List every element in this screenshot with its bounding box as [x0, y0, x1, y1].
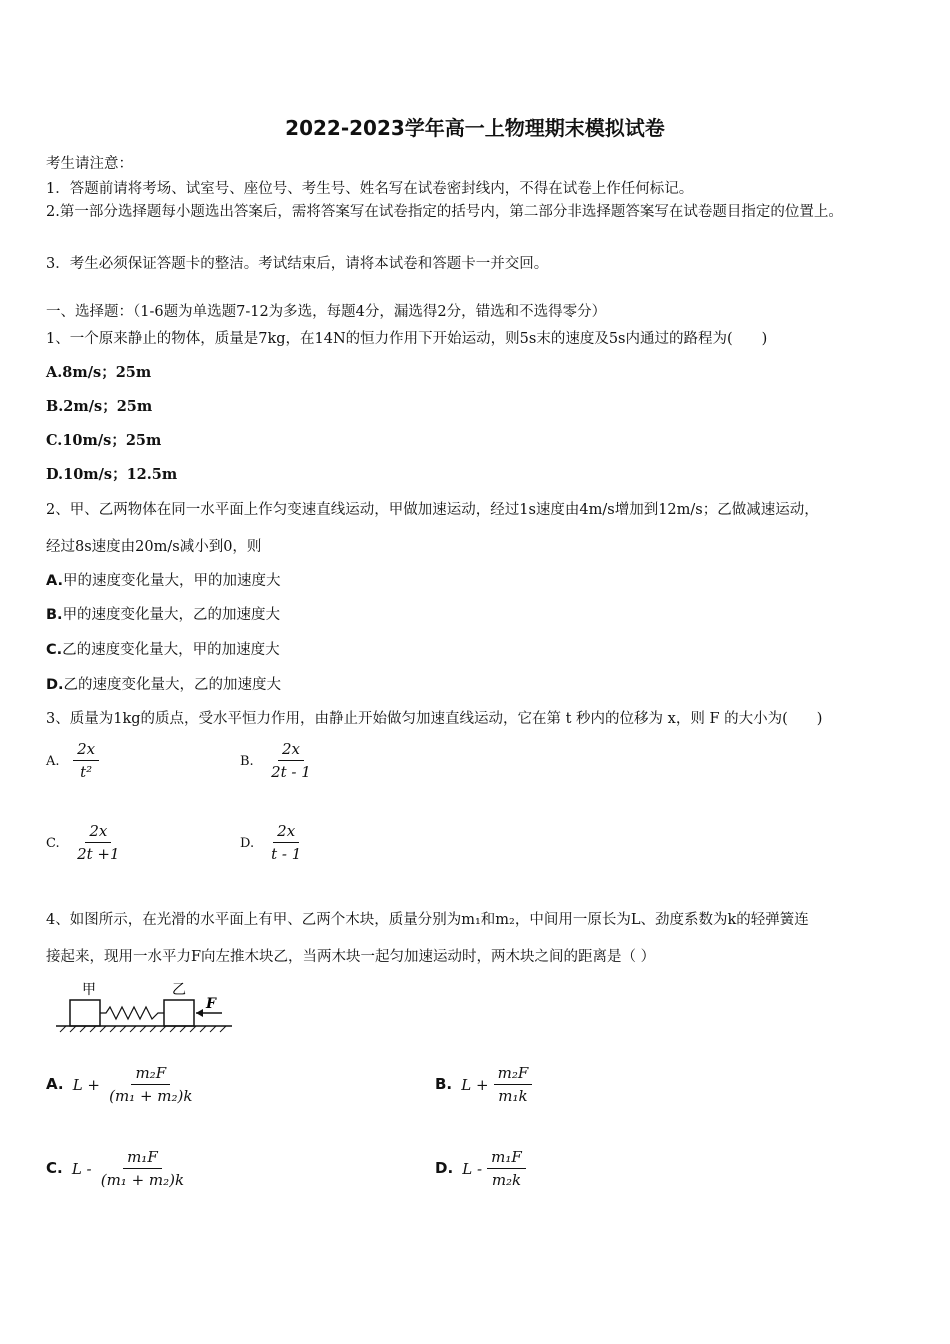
q4-option-a [46, 1064, 196, 1105]
q1-option-b: B.2m/s；25m [46, 398, 153, 415]
section-heading: 一、选择题：（1-6题为单选题7-12为多选，每题4分，漏选得2分，错选和不选得零分） [46, 304, 607, 320]
q4-option-d [435, 1148, 526, 1189]
q4-stem-line1: 4、如图所示，在光滑的水平面上有甲、乙两个木块，质量分别为m₁和m₂，中间用一原长为L、劲度系数为k的轻弹簧连 [46, 912, 809, 928]
spring [100, 1007, 164, 1019]
denominator: 2t +1 [77, 845, 120, 863]
option-label: B. [46, 607, 63, 623]
option-label: A. [46, 573, 63, 589]
notice-item-1: 1．答题前请将考场、试室号、座位号、考生号、姓名写在试卷密封线内，不得在试卷上作任何标记。 [46, 181, 694, 197]
denominator: m₁k [498, 1087, 528, 1105]
fraction [97, 1148, 188, 1189]
option-text: 乙的速度变化量大，甲的加速度大 [62, 642, 280, 658]
denominator: t - 1 [271, 845, 302, 863]
option-text: 乙的速度变化量大，乙的加速度大 [63, 677, 282, 693]
fraction [487, 1148, 526, 1189]
force-label: F [206, 996, 216, 1012]
option-label: B. [435, 1075, 453, 1093]
q3-stem: 3、质量为1kg的质点，受水平恒力作用，由静止开始做匀加速直线运动，它在第 t 秒内的位移为 x，则 F 的大小为( ) [46, 711, 823, 727]
numerator: 2x [278, 740, 304, 761]
q3-option-a [46, 740, 99, 781]
fraction [267, 822, 305, 863]
q3-option-b [240, 740, 315, 781]
option-label: D. [46, 677, 64, 693]
numerator: m₂F [494, 1064, 533, 1085]
q2-option-a [46, 569, 281, 590]
numerator: m₁F [123, 1148, 162, 1169]
notice-item-2: 2.第一部分选择题每小题选出答案后，需将答案写在试卷指定的括号内，第二部分非选择题答案写在试卷题目指定的位置上。 [46, 204, 843, 220]
block-left [70, 1000, 100, 1026]
q4-stem-line2: 接起来，现用一水平力F向左推木块乙，当两木块一起匀加速运动时，两木块之间的距离是（ ） [46, 949, 656, 965]
q2-option-b [46, 603, 280, 624]
option-text: 甲的速度变化量大，甲的加速度大 [63, 573, 281, 589]
block-left-label: 甲 [82, 982, 96, 998]
q3-option-d [240, 822, 305, 863]
option-label: C. [46, 642, 63, 658]
notice-item-3: 3．考生必须保证答题卡的整洁。考试结束后，请将本试卷和答题卡一并交回。 [46, 256, 549, 272]
denominator: t² [80, 763, 93, 781]
force-arrowhead [196, 1009, 203, 1017]
option-prefix: L + [461, 1075, 489, 1094]
option-prefix: L - [462, 1159, 483, 1178]
numerator: m₁F [487, 1148, 526, 1169]
fraction [494, 1064, 533, 1105]
q1-option-d: D.10m/s；12.5m [46, 466, 178, 483]
option-label: D. [240, 836, 255, 851]
page-title: 2022-2023学年高一上物理期末模拟试卷 [285, 116, 665, 140]
fraction [73, 822, 123, 863]
option-prefix: L - [71, 1159, 92, 1178]
numerator: 2x [73, 740, 99, 761]
option-label: C. [46, 1159, 63, 1177]
fraction [267, 740, 315, 781]
q2-stem-line2: 经过8s速度由20m/s减小到0，则 [46, 539, 262, 555]
notice-heading: 考生请注意： [46, 156, 133, 172]
numerator: 2x [273, 822, 299, 843]
block-right [164, 1000, 194, 1026]
q4-option-c [46, 1148, 188, 1189]
numerator: m₂F [131, 1064, 170, 1085]
option-prefix: L + [72, 1075, 100, 1094]
option-label: B. [240, 754, 254, 769]
q1-option-a: A.8m/s；25m [46, 364, 152, 381]
q2-stem-line1: 2、甲、乙两物体在同一水平面上作匀变速直线运动，甲做加速运动，经过1s速度由4m/s增加到12m/s；乙做减速运动， [46, 502, 819, 518]
option-label: A. [46, 754, 60, 769]
denominator: m₂k [491, 1171, 522, 1189]
q1-option-c: C.10m/s；25m [46, 432, 162, 449]
option-text: 甲的速度变化量大，乙的加速度大 [62, 607, 281, 623]
fraction [73, 740, 99, 781]
ground-hatching [60, 1026, 226, 1032]
q2-option-c [46, 638, 280, 659]
block-right-label: 乙 [172, 982, 186, 998]
q4-option-b [435, 1064, 532, 1105]
numerator: 2x [85, 822, 111, 843]
denominator: (m₁ + m₂)k [100, 1171, 185, 1189]
q2-option-d [46, 673, 281, 694]
q3-option-c [46, 822, 124, 863]
denominator: (m₁ + m₂)k [109, 1087, 193, 1105]
fraction [105, 1064, 196, 1105]
spring-blocks-figure [52, 980, 237, 1040]
option-label: D. [435, 1159, 454, 1177]
option-label: A. [46, 1075, 64, 1093]
q1-stem: 1、一个原来静止的物体，质量是7kg，在14N的恒力作用下开始运动，则5s末的速度及5s内通过的路程为( ) [46, 331, 768, 347]
denominator: 2t - 1 [271, 763, 311, 781]
option-label: C. [46, 836, 60, 851]
